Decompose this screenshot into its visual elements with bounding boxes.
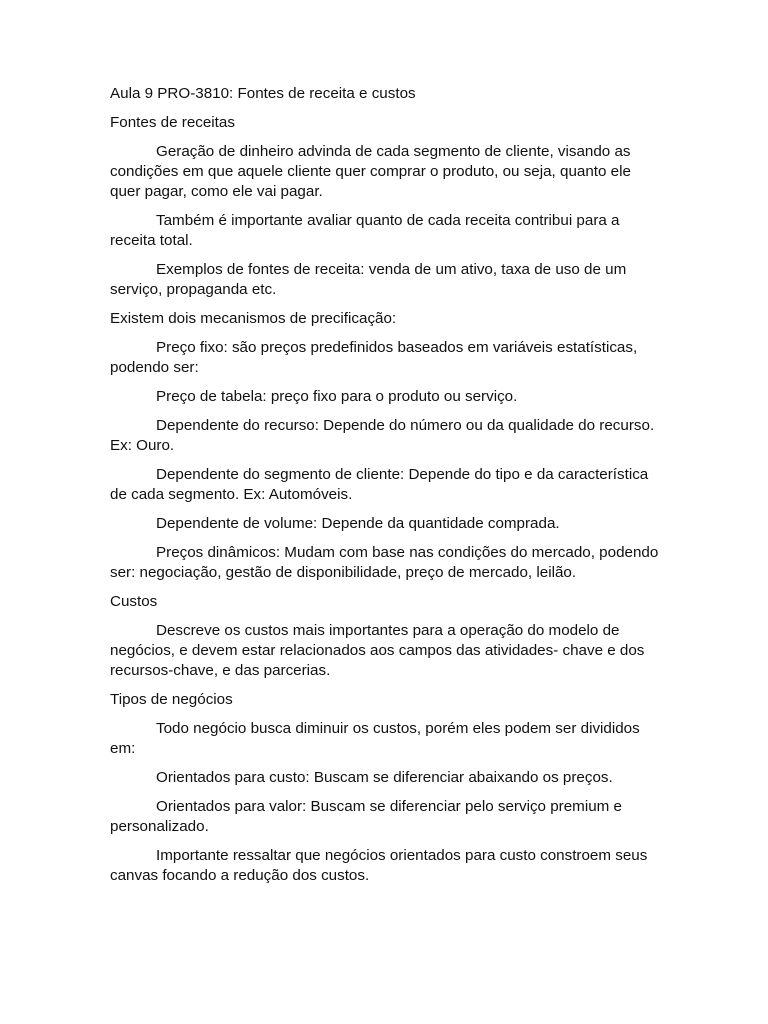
document-body xyxy=(110,113,662,886)
body-paragraph: Dependente do recurso: Depende do número ou da qualidade do recurso. Ex: Ouro. xyxy=(110,417,655,454)
body-paragraph: Também é importante avaliar quanto de cada receita contribui para a receita total. xyxy=(110,212,620,249)
body-paragraph: Geração de dinheiro advinda de cada segmento de cliente, visando as condições em que aquele cliente quer comprar o produto, ou seja, quanto ele quer pagar, como ele vai pagar. xyxy=(110,143,631,200)
body-paragraph: Exemplos de fontes de receita: venda de um ativo, taxa de uso de um serviço, propaganda etc. xyxy=(110,261,627,298)
body-paragraph: Dependente do segmento de cliente: Depende do tipo e da característica de cada segmento. Ex: Automóveis. xyxy=(110,466,649,503)
body-paragraph: Dependente de volume: Depende da quantidade comprada. xyxy=(156,515,560,532)
document-page xyxy=(110,84,662,895)
body-paragraph: Orientados para valor: Buscam se diferenciar pelo serviço premium e personalizado. xyxy=(110,798,622,835)
body-paragraph: Todo negócio busca diminuir os custos, porém eles podem ser divididos em: xyxy=(110,720,640,757)
section-heading: Existem dois mecanismos de precificação: xyxy=(110,310,397,327)
section-heading: Tipos de negócios xyxy=(110,691,233,708)
body-paragraph: Descreve os custos mais importantes para a operação do modelo de negócios, e devem estar relacionados aos campos das atividades- chave e dos recursos-chave, e das parcerias. xyxy=(110,622,645,679)
body-paragraph: Preços dinâmicos: Mudam com base nas condições do mercado, podendo ser: negociação, gestão de disponibilidade, preço de mercado, leilão. xyxy=(110,544,659,581)
body-paragraph: Importante ressaltar que negócios orientados para custo constroem seus canvas focando a redução dos custos. xyxy=(110,847,648,884)
body-paragraph: Preço fixo: são preços predefinidos baseados em variáveis estatísticas, podendo ser: xyxy=(110,339,638,376)
body-paragraph: Preço de tabela: preço fixo para o produto ou serviço. xyxy=(156,388,518,405)
document-title: Aula 9 PRO-3810: Fontes de receita e custos xyxy=(110,85,416,102)
section-heading: Fontes de receitas xyxy=(110,114,235,131)
body-paragraph: Orientados para custo: Buscam se diferenciar abaixando os preços. xyxy=(156,769,613,786)
section-heading: Custos xyxy=(110,593,158,610)
